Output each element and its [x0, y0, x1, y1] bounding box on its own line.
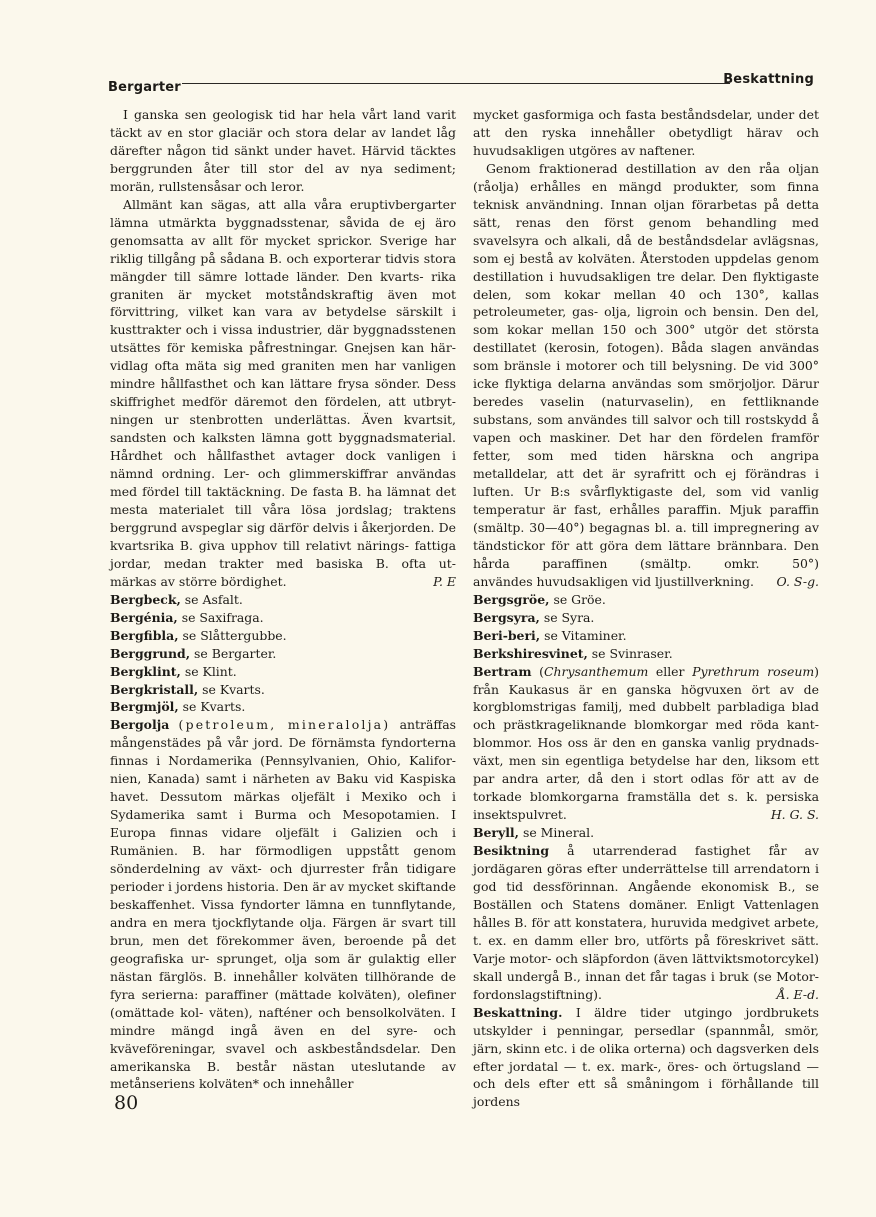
paragraph: I ganska sen geologisk tid har hela vårt land varit täckt av en stor glaciär och stora delar av landet låg därefter någon tid sänkt under havet. Härvid täcktes berggrunden åter till stor del av nya sediment; [110, 107, 456, 176]
author-signature: O. S-g. [776, 573, 819, 589]
entry: Bergénia, se Saxifraga. [110, 609, 264, 625]
headword: Bertram [473, 663, 532, 679]
headword: Bergfibla, [110, 627, 179, 643]
entry: Bergkristall, se Kvarts. [110, 681, 265, 697]
running-head-right: Beskattning [723, 72, 814, 87]
author-signature: P. E [433, 573, 456, 589]
entry: Bergfibla, se Slåttergubbe. [110, 627, 287, 643]
paragraph: Allmänt kan sägas, att alla våra eruptivbergarter lämna utmärkta byggnadsstenar, såvida de ej äro genomsatta av allt för mycket sprickor. Sverige har riklig tillgång på sådana B. och exporterar tidvis stora mängder till sämre lottade länder. Den kvarts- rika graniten är mycket motståndskraftig även mot förvittring, vilket kan vara av betydelse särskilt i kusttrakter och i vissa industrier, där byggnadsstenen utsättes för kemiska påfrestningar. Gnejsen kan här- vidlag ofta mäta sig med graniten men har vanligen mindre hållfasthet och kan lättare frysa sönder. Dess skiffrighet medför däremot den fördelen, att utbryt- ningen ur stenbrotten underlättas. Även kvartsit, sandsten och kalksten lämna gott byggnadsmaterial. Hårdhet och hållfasthet avtager dock vanligen i nämnd ordning. Ler- och glimmerskiffrar användas med fördel till taktäckning. De fasta B. ha lämnat det mesta materialet till våra lösa jordslag; traktens berggrund avspeglar sig därför delvis i åkerjorden. De kvartsrika B. giva upphov till relativt närings- fattiga jordar, medan trakter med basiska B. ofta ut- [110, 196, 456, 571]
right-column [473, 106, 819, 1111]
headword: Bergsyra, [473, 609, 540, 625]
entry: Besiktning å utarrenderad fastighet får av jordägaren göras efter underrättelse till arrendatorn i god tid dessförinnan. Angående ekonomisk B., se Boställen och Statens domäner. Enligt Vattenlagen hålles B. för att konstatera, huruvida medgivet arbete, t. ex. en damm eller bro, utförts på föreskrivet sätt. Varje motor- och släpfordon (även lättviktsmotorcykel) skall undergå B., innan det får tagas i bruk (se Motor- [473, 843, 820, 984]
running-head-left: Bergarter [108, 80, 181, 95]
headword: Besiktning [473, 843, 550, 859]
paragraph: Genom fraktionerad destillation av den råa oljan (råolja) erhålles en mängd produkter, som finna teknisk användning. Innan oljan förarbetas på detta sätt, renas den först genom behandling med svavelsyra och alkali, då de beståndsdelar avlägsnas, som ej bestå av kolväten. Återstoden uppdelas genom destillation i huvudsakligen tre delar. Den flyktigaste delen, som kokar mellan 40 och 130°, kallas petroleumeter, gas- olja, ligroin och bensin. Den del, som kokar mellan 150 och 300° utgör det största destillatet (kerosin, fotogen). Båda slagen användas som bränsle i motorer och till belysning. De vid 300° icke flyktiga delarna användas som smörjoljor. Därur beredes vaselin (naturvaselin), en fettliknande substans, som användes till salvor och till rostskydd å vapen och maskiner. Det har den fördelen framför fetter, som med tiden härskna och angripa metalldelar, att det är syrafritt och ej förändras i luften. Ur B:s svårflyktigaste del, som vid vanlig temperatur är fast, erhålles paraffin. Mjuk paraffin (smältp. 30—40°) begagnas bl. a. till impregnering av tändstickor för att göra dem lättare brännbara. Den hårda paraffinen (smältp. omkr. 50°) [473, 160, 820, 571]
paragraph: mycket gasformiga och fasta beståndsdelar, under det att den ryska innehåller obetydligt härav och [473, 107, 819, 140]
entry: Beri-beri, se Vitaminer. [473, 627, 627, 643]
entry: Bertram (Chrysanthemum eller Pyrethrum roseum) från Kaukasus är en ganska högvuxen ört av de korgblomstrigas familj, med dubbelt parbladiga blad och prästkrageliknande blomkorgar med röda kant- blommor. Hos oss är den en ganska vanlig prydnads- växt, men sin egentliga betydelse har den, liksom ett par andra arter, då den i stort odlas för att av de torkade blomkorgarna framställa det s. k. persiska [473, 663, 819, 805]
paragraph: morän, rullstensåsar och leror. [110, 178, 305, 194]
headword: Beskattning. [473, 1004, 563, 1020]
headword: Bergklint, [110, 663, 181, 679]
headword: Beryll, [473, 825, 519, 841]
headword: Berkshiresvinet, [473, 645, 588, 661]
paragraph-with-signature: märkas av större bördighet. P. E [110, 573, 456, 589]
entry: Beskattning. I äldre tider utgingo jordbrukets utskylder i penningar, persedlar (spannmål, smör, järn, skinn etc. i de olika orterna) och dagsverken dels efter jordatal — t. ex. mark-, öres- och örtugsland — och dels efter ett så småningom i förhållande till jordens [473, 1004, 819, 1110]
headword: Berggrund, [110, 645, 191, 661]
headword: Bergsgröe, [473, 591, 550, 607]
entry: Bergsgröe, se Gröe. [473, 591, 606, 607]
paragraph-with-signature: användes huvudsakligen vid ljustillverkning. O. S-g. [473, 573, 819, 589]
author-signature: H. G. S. [770, 807, 819, 823]
entry: Bergsyra, se Syra. [473, 609, 595, 625]
entry: Bergolja (petroleum, mineralolja) anträffas mångenstädes på vår jord. De förnämsta fyndorterna finnas i Nordamerika (Pennsylvanien, Ohio, Kalifor- nien, Kanada) samt i närheten av Baku vid Kaspiska havet. Dessutom märkas oljefält i Mexiko och i Sydamerika samt i Burma och Mesopotamien. I Europa finnas vidare oljefält i Galizien och i Rumänien. B. har förmodligen uppstått genom sönderdelning av växt- och djurrester från tidigare perioder i jordens historia. Den är av mycket skiftande beskaffenhet. Vissa fyndorter lämna en tunnflytande, andra en mera tjockflytande olja. Färgen är svart till brun, men det förekommer även, beroende på det geografiska ur- sprunget, olja som är gulaktig eller nästan färglös. B. innehåller kolväten tillhörande de fyra serierna: paraffiner (mättade kolväten), olefiner (omättade kol- väten), nafténer och bensolkolväten. I mindre mängd ingå även en del syre- och kväveföreningar, svavel och askbeståndsdelar. Den amerikanska B. består nästan uteslutande av metånseriens kolväten* och innehåller [110, 717, 456, 1092]
headword: Bergbeck, [110, 591, 181, 607]
entry: Beryll, se Mineral. [473, 825, 595, 841]
paragraph-with-signature: insektspulvret. H. G. S. [473, 807, 819, 823]
headword: Bergmjöl, [110, 699, 179, 715]
headword: Bergkristall, [110, 681, 199, 697]
header-rule [182, 83, 730, 84]
entry: Bergbeck, se Asfalt. [110, 591, 243, 607]
paragraph: huvudsakligen utgöres av naftener. [473, 142, 696, 158]
left-column [110, 106, 456, 1093]
author-signature: Å. E-d. [776, 986, 819, 1002]
paragraph-with-signature: fordonslagstiftning). Å. E-d. [473, 986, 819, 1002]
headword: Bergolja [110, 717, 170, 733]
entry: Berkshiresvinet, se Svinraser. [473, 645, 673, 661]
entry: Bergmjöl, se Kvarts. [110, 699, 246, 715]
headword: Beri-beri, [473, 627, 541, 643]
entry: Bergklint, se Klint. [110, 663, 237, 679]
page-number: 80 [114, 1092, 139, 1114]
entry: Berggrund, se Bergarter. [110, 645, 277, 661]
headword: Bergénia, [110, 609, 178, 625]
